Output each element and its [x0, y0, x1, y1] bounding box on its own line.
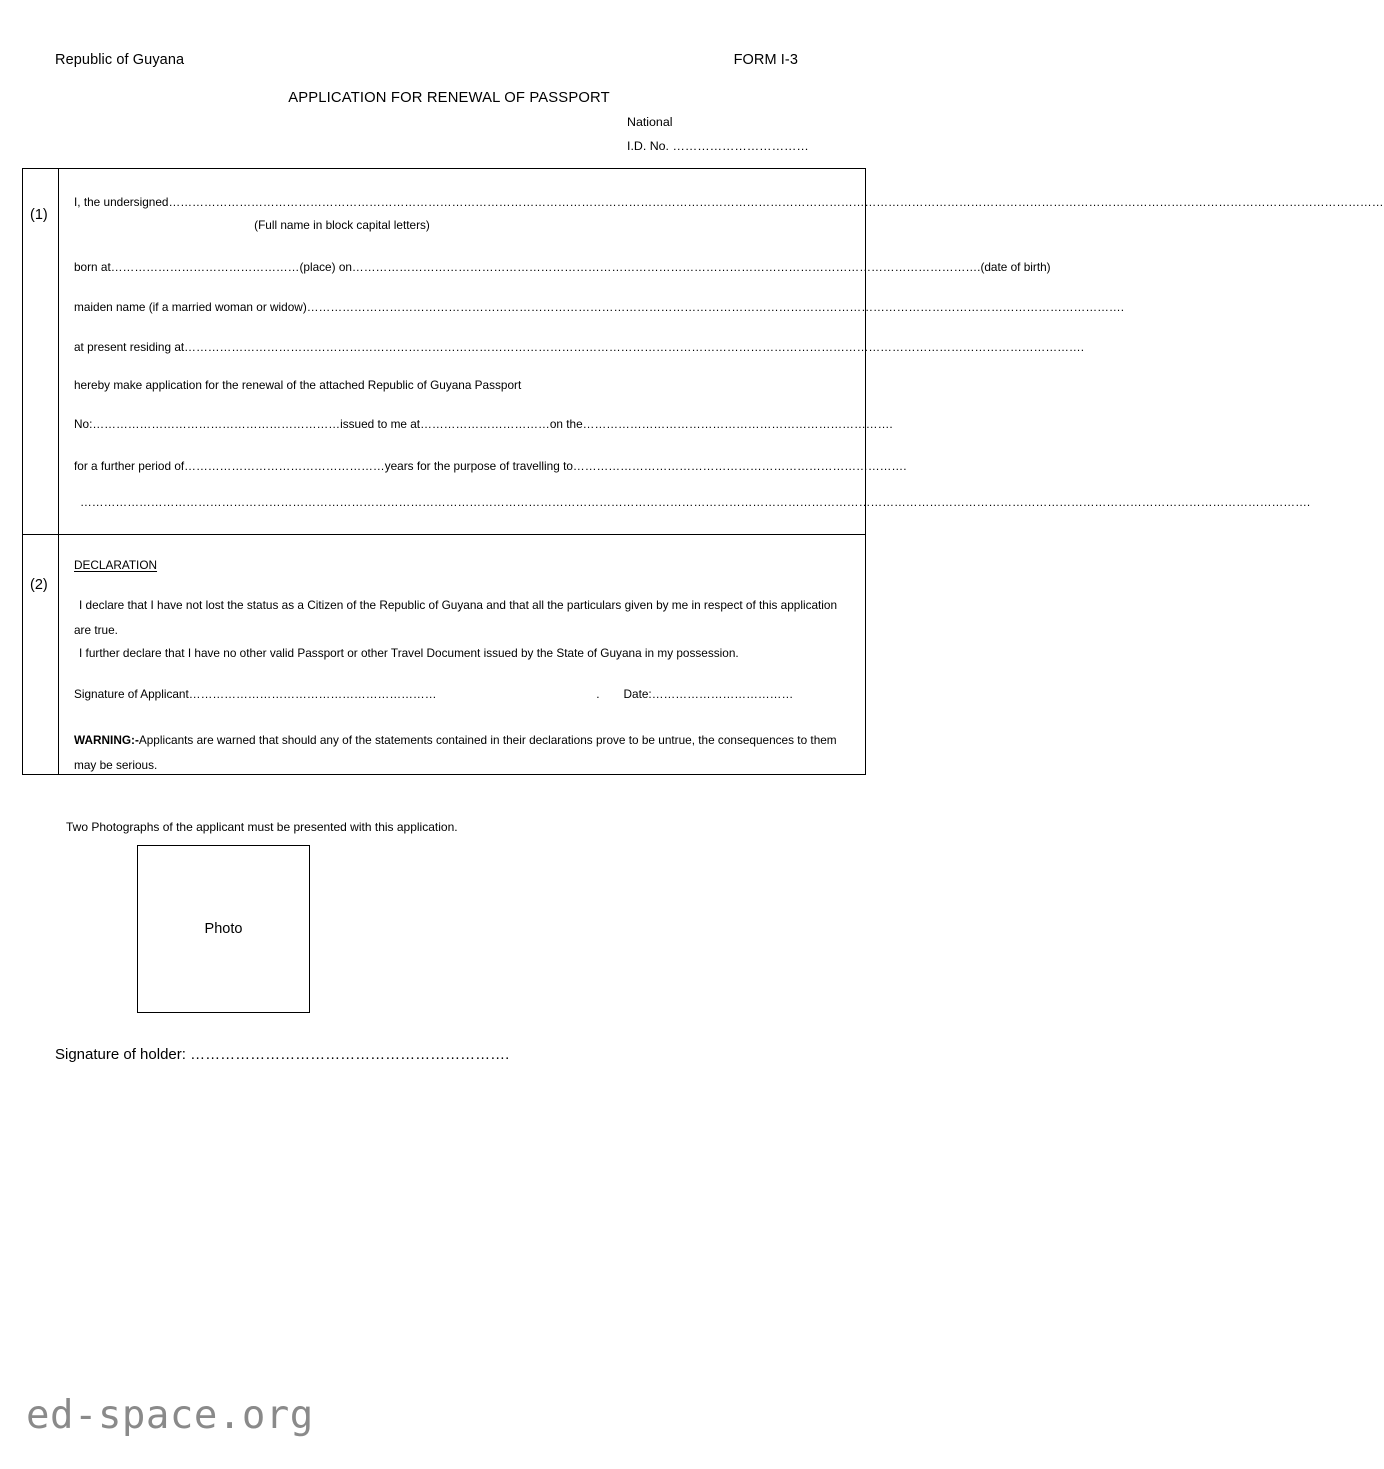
maiden-name-field[interactable]: maiden name (if a married woman or widow)………………………………………………………………………………………………………………………………………………………………………………………. [74, 300, 1125, 314]
declaration-paragraph-1: I declare that I have not lost the status as a Citizen of the Republic of Guyana and that all the particulars given by me in respect of this application are true. [74, 598, 838, 637]
section-1-number-cell [23, 169, 59, 534]
warning-block [74, 728, 857, 778]
separator-dot: . [596, 687, 600, 701]
form-table [22, 168, 1384, 775]
section-1-number: (1) [30, 207, 48, 223]
national-label: National [627, 115, 673, 129]
section-2-number: (2) [30, 577, 48, 593]
site-watermark: ed-space.org [26, 1393, 314, 1438]
photo-placeholder-box[interactable] [137, 845, 310, 1013]
residing-at-field[interactable]: at present residing at…………………………………………………………………………………………………………………………………………………………………………………………………………. [74, 340, 1085, 354]
passport-no-field[interactable]: No:………………………………………………………issued to me at……………………………on the……………………………………………………………………. [74, 417, 893, 431]
born-at-field[interactable]: born at…………………………………………(place) on…………………………………………………………………………………………………………………………………………….(date of birth) [74, 260, 1051, 274]
date-field[interactable]: Date:……………………………… [623, 687, 794, 701]
form-section-1 [23, 169, 1384, 534]
form-code-label: FORM I-3 [733, 52, 798, 68]
photo-requirement-note: Two Photographs of the applicant must be presented with this application. [66, 820, 458, 834]
warning-text: Applicants are warned that should any of the statements contained in their declarations prove to be untrue, the consequences to them may be serious. [74, 733, 837, 772]
national-id-field[interactable]: I.D. No. …………………………… [627, 139, 809, 153]
applicant-signature-field[interactable]: Signature of Applicant……………………………………………………… [74, 687, 437, 701]
section-2-number-cell [23, 535, 59, 774]
section-2-body [59, 535, 865, 774]
country-label: Republic of Guyana [55, 52, 185, 68]
photo-box-label: Photo [204, 921, 243, 937]
fullname-caption: (Full name in block capital letters) [254, 218, 430, 232]
form-section-2 [23, 534, 865, 774]
hereby-statement: hereby make application for the renewal of the attached Republic of Guyana Passport [74, 378, 522, 392]
national-id-block [627, 110, 809, 158]
signature-date-row [74, 686, 857, 703]
page-title: APPLICATION FOR RENEWAL OF PASSPORT [288, 90, 610, 106]
section-1-body [59, 169, 1384, 534]
undersigned-field[interactable]: I, the undersigned………………………………………………………………………………………………………………………………………………………………………………………………………………………………………………………………………………… [74, 195, 1384, 209]
continuation-field[interactable]: ……………………………………………………………………………………………………………………………………………………………………………………………………………………………………………………………………………………. [80, 495, 1311, 509]
declaration-heading: DECLARATION [74, 558, 158, 572]
warning-prefix: WARNING:- [74, 733, 139, 747]
declaration-paragraph-2: I further declare that I have no other valid Passport or other Travel Document issued by the State of Guyana in my possession. [79, 646, 739, 660]
further-period-field[interactable]: for a further period of……………………………………………years for the purpose of travelling to…………………………………………………………………………. [74, 459, 907, 473]
signature-of-holder-field[interactable]: Signature of holder: ………………………………………………………. [55, 1046, 510, 1063]
